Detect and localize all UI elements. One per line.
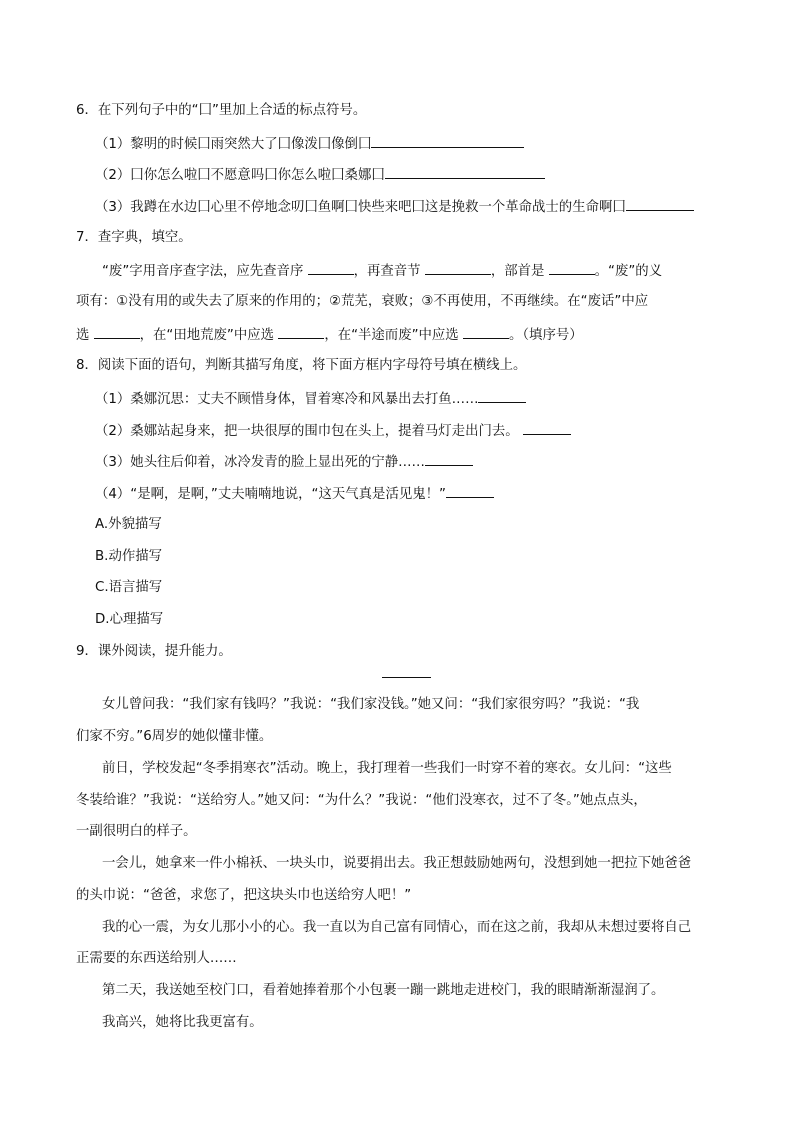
answer-blank-feihua[interactable] — [94, 324, 140, 339]
q6-item-2-text: （2）囗你怎么啦囗不愿意吗囗你怎么啦囗桑娜囗 — [95, 168, 385, 183]
passage-p4-line-1: 我的心一震，为女儿那小小的心。我一直以为自己富有同情心，而在这之前，我却从未想过要将自己 — [102, 920, 692, 935]
answer-blank[interactable] — [446, 483, 494, 498]
answer-blank-yinjie[interactable] — [425, 260, 491, 275]
q8-item-3-text: （3）她头往后仰着，冰冷发青的脸上显出死的宁静…… — [95, 455, 425, 470]
passage-title-blank[interactable] — [382, 677, 431, 678]
q6-item-3-text: （3）我蹲在水边囗心里不停地念叨囗鱼啊囗快些来吧囗这是挽救一个革命战士的生命啊囗 — [95, 200, 626, 215]
q9-title: 9．课外阅读，提升能力。 — [76, 644, 232, 659]
q7-text: “废”字用音序查字法，应先查音序 — [102, 264, 304, 279]
q8-option-a: A.外貌描写 — [95, 517, 162, 532]
q8-item-4 — [95, 483, 494, 505]
q8-option-c: C.语言描写 — [95, 580, 163, 595]
passage-p2-line-1: 前日，学校发起“冬季捐寒衣”活动。晚上，我打理着一些我们一时穿不着的寒衣。女儿问：“这些 — [102, 761, 672, 776]
answer-blank[interactable] — [626, 196, 694, 211]
q7-line-1 — [102, 260, 662, 282]
q7-line-2: 项有：①没有用的或失去了原来的作用的；②荒芜，衰败；③不再使用，不再继续。在“废话”中应 — [76, 294, 649, 309]
q7-text: 选 — [76, 328, 90, 343]
q7-text: 。“废”的义 — [594, 264, 663, 279]
q7-text: 。（填序号） — [508, 328, 583, 343]
q8-title: 8．阅读下面的语句，判断其描写角度，将下面方框内字母符号填在横线上。 — [76, 358, 527, 373]
answer-blank[interactable] — [425, 451, 473, 466]
answer-blank[interactable] — [371, 133, 524, 148]
answer-blank-huangfei[interactable] — [278, 324, 324, 339]
q8-item-2-text: （2）桑娜站起身来，把一块很厚的围巾包在头上，提着马灯走出门去。 — [95, 424, 519, 439]
q8-option-b: B.动作描写 — [95, 549, 163, 564]
q8-item-1 — [95, 388, 526, 410]
answer-blank-bantu[interactable] — [463, 324, 509, 339]
q6-item-2 — [95, 164, 545, 186]
answer-blank[interactable] — [478, 388, 526, 403]
q7-text: ，在“半途而废”中应选 — [324, 328, 459, 343]
q8-item-3 — [95, 451, 473, 473]
q6-item-1 — [95, 133, 524, 155]
q6-item-1-text: （1）黎明的时候囗雨突然大了囗像泼囗像倒囗 — [95, 137, 372, 152]
q7-text: ，部首是 — [490, 264, 545, 279]
answer-blank[interactable] — [385, 164, 545, 179]
passage-p4-line-2: 正需要的东西送给别人…… — [76, 951, 237, 966]
q7-text: ，再查音节 — [353, 264, 421, 279]
q6-item-3 — [95, 196, 694, 218]
q7-title: 7．查字典，填空。 — [76, 230, 192, 245]
q8-option-d: D.心理描写 — [95, 612, 164, 627]
q7-line-3 — [76, 324, 583, 346]
q7-text: ，在“田地荒废”中应选 — [139, 328, 275, 343]
passage-p2-line-2: 冬装给谁？”我说：“送给穷人。”她又问：“为什么？”我说：“他们没寒衣，过不了冬。”她点点头， — [76, 793, 647, 808]
passage-p3-line-1: 一会儿，她拿来一件小棉袄、一块头巾，说要捐出去。我正想鼓励她两句，没想到她一把拉下她爸爸 — [102, 856, 692, 871]
answer-blank-bushou[interactable] — [549, 260, 595, 275]
passage-p1-line-1: 女儿曾问我：“我们家有钱吗？”我说：“我们家没钱。”她又问：“我们家很穷吗？”我说：“我 — [102, 697, 640, 712]
q6-title: 6．在下列句子中的“囗”里加上合适的标点符号。 — [76, 103, 367, 118]
passage-p2-line-3: 一副很明白的样子。 — [76, 824, 197, 839]
passage-p1-line-2: 们家不穷。”6周岁的她似懂非懂。 — [76, 729, 273, 744]
passage-p3-line-2: 的头巾说：“爸爸，求您了，把这块头巾也送给穷人吧！” — [76, 888, 412, 903]
answer-blank-yinxu[interactable] — [308, 260, 354, 275]
q8-item-1-text: （1）桑娜沉思：丈夫不顾惜身体，冒着寒冷和风暴出去打鱼…… — [95, 392, 479, 407]
passage-p5: 第二天，我送她至校门口，看着她捧着那个小包裹一蹦一跳地走进校门，我的眼睛渐渐湿润了。 — [102, 983, 665, 998]
answer-blank[interactable] — [523, 420, 571, 435]
q8-item-2 — [95, 420, 571, 442]
q8-item-4-text: （4）“是啊，是啊，”丈夫喃喃地说，“这天气真是活见鬼！” — [95, 487, 446, 502]
passage-p6: 我高兴，她将比我更富有。 — [102, 1015, 263, 1030]
